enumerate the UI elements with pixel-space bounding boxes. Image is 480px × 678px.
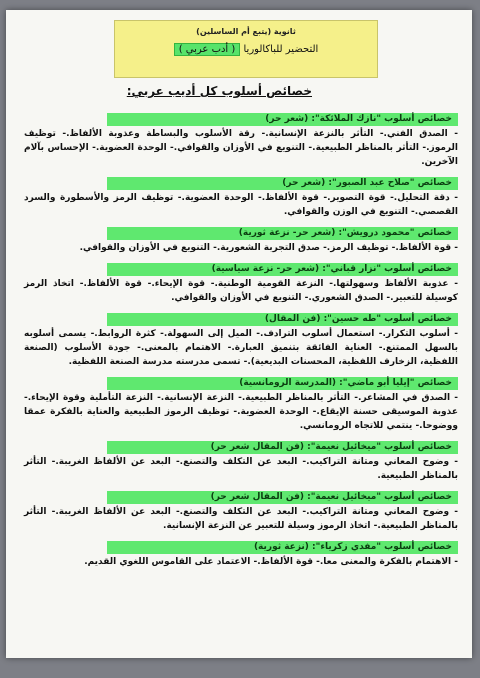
section [24,370,458,433]
section [24,484,458,533]
section-text: - الصدق في المشاعر.- التأثر بالمناظر الطبيعية.- النزعة الإنسانية.- النزعة التأملية وقوة الإيحاء.- عذوبة الموسيقى حسنة الإيقاع.- الوحدة العضوية.- توظيف الرموز الطبيعية والعناية بالفكرة عمقا ووضوحا.- ينتمي للاتجاه الرومانسي. [24,393,458,431]
section [24,220,458,255]
subject-tag: ( أدب عربي ) [174,43,241,56]
page-title: خصائص أسلوب كل أديب عربي: [126,84,312,98]
section-text: - قوة الألفاظ.- توظيف الرمز.- صدق التجربة الشعورية.- التنويع في الأوزان والقوافي. [79,243,458,253]
section-text: - أسلوب التكرار.- استعمال أسلوب الترادف.- الميل إلى السهولة.- كثرة الروابط.- يسمى أسلوبه بالسهل الممتنع.- العناية الفائقة بتنميق العبارة.- الاهتمام بالمعنى.- جودة الأسلوب (الصنعة اللفظية، الزخارف اللفظية، المحسنات البديعية).- تسمى مدرسته مدرسة الصنعة اللفظية. [24,329,458,367]
section-heading: خصائص "صلاح عبد الصبور": (شعر حر) [107,177,458,190]
sections-list [24,106,458,570]
section-text: - عذوبة الألفاظ وسهولتها.- النزعة القومية الوطنية.- قوة الإيحاء.- قوة الألفاظ.- اتخاذ الرمز كوسيلة للتعبير.- الصدق الشعوري.- التنويع في الأوزان والقوافي. [24,279,458,303]
section [24,170,458,219]
prep-label: التحضير للباكالوريا [243,44,319,55]
section-text: - الاهتمام بالفكرة والمعنى معا.- قوة الألفاظ.- الاعتماد على القاموس اللغوي القديم. [84,557,458,567]
subject-label: أدب عربي [185,44,229,55]
section-text: - الصدق الفني.- التأثر بالنزعة الإنسانية.- رقة الأسلوب والبساطة وعذوبة الألفاظ.- توظيف الرموز.- التأثر بالمناظر الطبيعية.- التنويع في الأوزان والقوافي.- الوحدة العضوية.- الإحساس بآلام الآخرين. [24,129,458,167]
document-page [6,10,472,658]
section-heading: خصائص أسلوب "نزار قباني": (شعر حر- نزعة سياسية) [107,263,458,276]
section-heading: خصائص أسلوب "مفدي زكرياء": (نزعة ثورية) [107,541,458,554]
section-heading: خصائص "محمود درويش": (شعر حر- نزعة ثورية) [107,227,458,240]
section-heading: خصائص أسلوب "نازك الملائكة": (شعر حر) [107,113,458,126]
section-heading: خصائص أسلوب "طه حسين": (فن المقال) [107,313,458,326]
section-heading: خصائص أسلوب "ميخائيل نعيمة": (فن المقال شعر حر) [107,491,458,504]
section-text: - وضوح المعاني ومتانة التراكيب.- البعد عن التكلف والتصنع.- البعد عن الألفاظ الغريبة.- التأثر بالمناظر الطبيعية.- اتخاذ الرموز وسيلة للتعبير عن النزعة الإنسانية. [24,507,458,531]
section [24,434,458,483]
header-box [114,20,378,78]
section-heading: خصائص "إيليا أبو ماضي": (المدرسة الرومانسية) [107,377,458,390]
section-heading: خصائص أسلوب "ميخائيل نعيمة": (فن المقال شعر حر) [107,441,458,454]
section [24,534,458,569]
school-name: ثانوية (يتبع أم الساسلين) [196,27,296,36]
section [24,306,458,369]
prep-line [115,44,377,55]
section-text: - وضوح المعاني ومتانة التراكيب.- البعد عن التكلف والتصنع.- البعد عن الألفاظ الغريبة.- التأثر بالمناظر الطبيعية. [24,457,458,481]
section-text: - دقة التحليل.- قوة التصوير.- قوة الألفاظ.- الوحدة العضوية.- توظيف الرمز والأسطورة والسرد القصصي.- التنويع في الوزن والقوافي. [24,193,458,217]
section [24,256,458,305]
section [24,106,458,169]
